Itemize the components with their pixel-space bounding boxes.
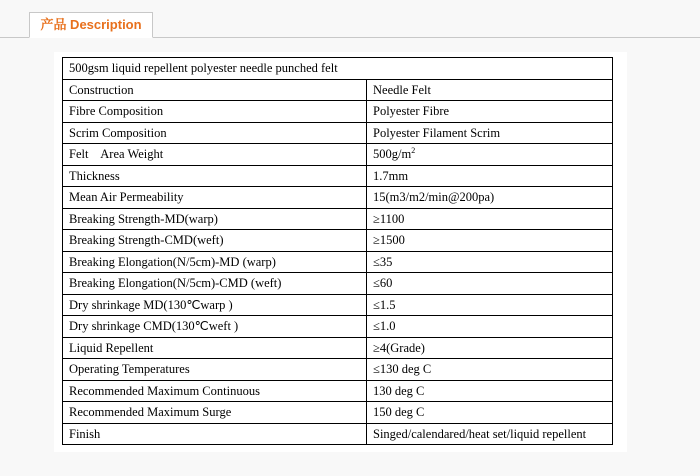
spec-value-superscript: 2 (411, 146, 416, 156)
spec-name-cell: Thickness (63, 165, 367, 187)
table-row (63, 208, 613, 230)
table-row (63, 359, 613, 381)
spec-value-cell (367, 187, 613, 209)
spec-value-cell (367, 79, 613, 101)
spec-value: 150 deg C (373, 405, 425, 420)
spec-value-cell (367, 380, 613, 402)
spec-name-cell: Finish (63, 423, 367, 445)
table-row (63, 251, 613, 273)
spec-value-cell (367, 165, 613, 187)
spec-value-cell (367, 208, 613, 230)
table-row (63, 337, 613, 359)
spec-table (62, 57, 613, 445)
spec-value: Singed/calendared/heat set/liquid repellent (373, 426, 587, 441)
spec-name-cell: Construction (63, 79, 367, 101)
spec-value: 500g/m (373, 147, 412, 162)
table-row (63, 423, 613, 445)
table-title-row (63, 58, 613, 80)
spec-value: ≥1500 (373, 233, 405, 248)
spec-name-cell: Breaking Strength-MD(warp) (63, 208, 367, 230)
table-row (63, 165, 613, 187)
spec-value-cell (367, 337, 613, 359)
table-row (63, 122, 613, 144)
table-row (63, 402, 613, 424)
spec-value: ≤1.0 (373, 319, 396, 334)
spec-name-cell: Fibre Composition (63, 101, 367, 123)
spec-value: ≤1.5 (373, 297, 396, 312)
spec-value-cell (367, 294, 613, 316)
spec-name-cell: Breaking Elongation(N/5cm)-CMD (weft) (63, 273, 367, 295)
spec-name-cell: Felt Area Weight (63, 144, 367, 166)
spec-name-cell: Scrim Composition (63, 122, 367, 144)
spec-value: ≤35 (373, 254, 393, 269)
table-row (63, 316, 613, 338)
spec-value-cell (367, 359, 613, 381)
spec-name-cell: Recommended Maximum Continuous (63, 380, 367, 402)
table-row (63, 294, 613, 316)
spec-value-cell (367, 144, 613, 166)
spec-value: Polyester Filament Scrim (373, 125, 501, 140)
spec-name-cell: Recommended Maximum Surge (63, 402, 367, 424)
spec-value-cell (367, 122, 613, 144)
spec-value: ≤130 deg C (373, 362, 432, 377)
spec-value-cell (367, 251, 613, 273)
table-row (63, 187, 613, 209)
spec-value-cell (367, 423, 613, 445)
spec-value-cell (367, 101, 613, 123)
table-row (63, 230, 613, 252)
tab-bar (0, 0, 700, 38)
spec-value: 130 deg C (373, 383, 425, 398)
spec-value-cell (367, 316, 613, 338)
table-title: 500gsm liquid repellent polyester needle punched felt (63, 58, 613, 80)
spec-name-cell: Dry shrinkage MD(130℃warp ) (63, 294, 367, 316)
spec-name-cell: Liquid Repellent (63, 337, 367, 359)
table-row (63, 273, 613, 295)
spec-name-cell: Breaking Strength-CMD(weft) (63, 230, 367, 252)
spec-value: Needle Felt (373, 82, 431, 97)
tab-description[interactable]: 产品 Description (29, 12, 153, 38)
spec-value: ≥1100 (373, 211, 405, 226)
spec-value: 15(m3/m2/min@200pa) (373, 190, 495, 205)
spec-value-cell (367, 273, 613, 295)
spec-name-cell: Mean Air Permeability (63, 187, 367, 209)
spec-value: ≥4(Grade) (373, 340, 425, 355)
table-row (63, 101, 613, 123)
spec-name-cell: Breaking Elongation(N/5cm)-MD (warp) (63, 251, 367, 273)
spec-value-cell (367, 402, 613, 424)
spec-value: 1.7mm (373, 168, 409, 183)
spec-name-cell: Dry shrinkage CMD(130℃weft ) (63, 316, 367, 338)
spec-value: Polyester Fibre (373, 104, 450, 119)
table-row (63, 144, 613, 166)
spec-name-cell: Operating Temperatures (63, 359, 367, 381)
spec-value-cell (367, 230, 613, 252)
spec-value: ≤60 (373, 276, 393, 291)
table-row (63, 380, 613, 402)
table-row (63, 79, 613, 101)
